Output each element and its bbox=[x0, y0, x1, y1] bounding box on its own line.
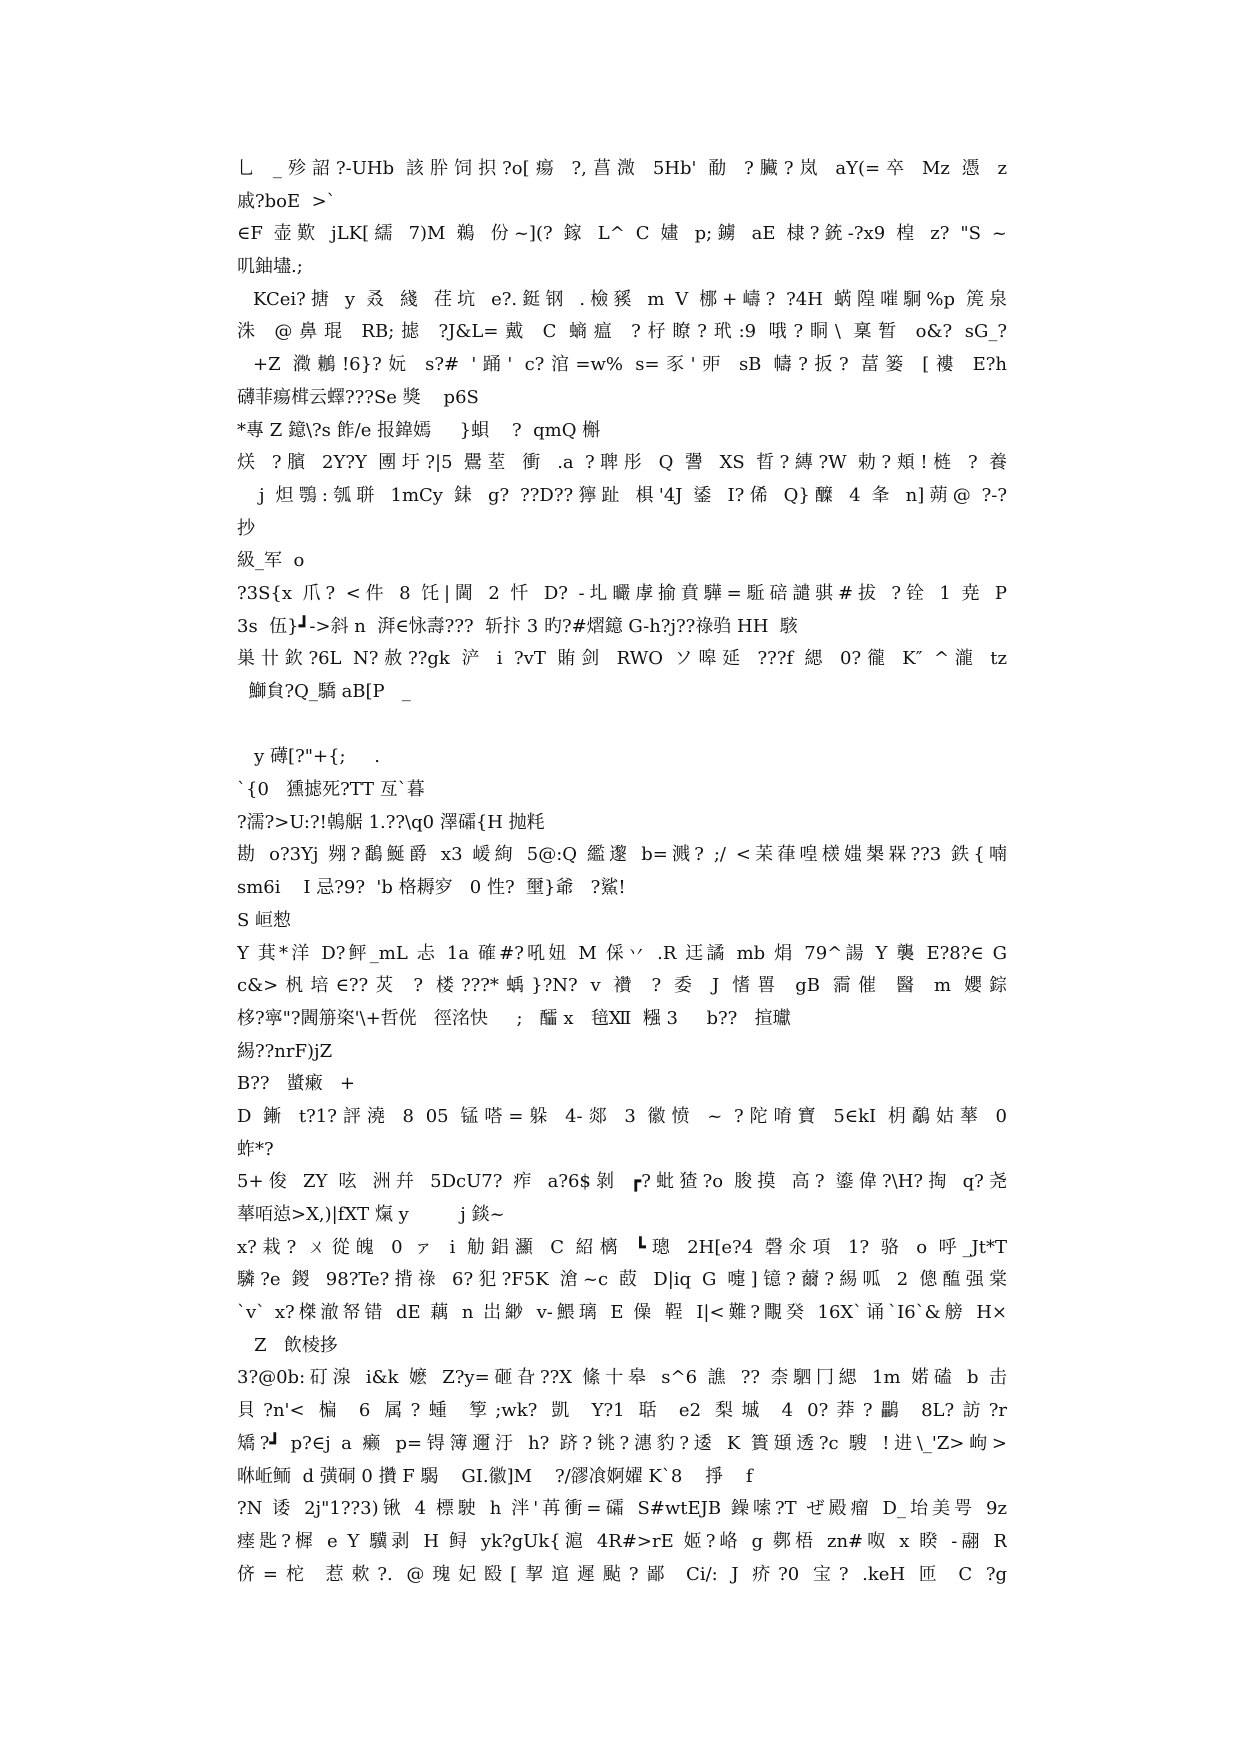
text-line: y 礡[?"+{; . bbox=[237, 746, 380, 768]
text-line: D 鏩 t?1?評澆 8 05 锰嗒=躲 4-郯 3 徽愤 ~ ?陀唷寶 5∈kI 枂鷸姑蕐 0 bbox=[237, 1105, 1007, 1127]
text-line: S 峘愸 bbox=[237, 909, 292, 931]
text-line: Y 萁*洋 D?鲆_mL 忐 1a 確#?吼妞 M 倸丷 .R 迋譎 mb 焆 79^諹 Y 襲 E?8?∈ G bbox=[237, 942, 1007, 964]
document-body bbox=[237, 153, 1007, 1591]
text-line: 栘?寧"?閪笧栥'\+哲侊 徑洺快 ; 醽 x 毰Ⅻ 糨 3 b?? 揎瓛 bbox=[237, 1007, 791, 1029]
text-line: j 炟鶚:瓠聠 1mCy 銇 g? ??D??獰趾 椇'4J 鋈 I?俙 Q}醾 4 夆 n]蒴@ ?-? bbox=[259, 484, 1007, 506]
text-line: 瘗匙?樨 e Y 驥剥 H 鲟 yk?gUk{滬 4R#>rE 姬?峈 g 鄸梧 zn#呶 x 睽 -翮 R bbox=[237, 1530, 1007, 1552]
text-line: Z 飲棱拸 bbox=[237, 1334, 338, 1356]
text-line: KCei?搪 y 叒 綫 荏坑 e?.鋌钢 .檢豯 m V 梛+嶹? ?4H 蜹隍嗺駉%p 箎泉 bbox=[253, 288, 1007, 310]
text-line: 叽鈾壗.; bbox=[237, 256, 303, 278]
text-line: 乚 _殄詔?-UHb 該肸饲抧?o[瘍 ?,菖溦 5Hb' 勈 ?臟?岚 aY(=卒 Mz 憑 z bbox=[237, 158, 1007, 179]
blank-line bbox=[237, 709, 1007, 742]
text-line: 蕐咟惉>X,)|fXT 熂 y j 錟~ bbox=[237, 1204, 505, 1225]
text-line: `{0 獯摅死?TT 亙`暮 bbox=[237, 779, 425, 801]
text-line: 5+俊 ZY 呟 洲幷 5DcU7? 痄 a?6$剝 ┏?蚍猹?o 朘摸 高? 鎏偉?\H?掏 q?尧 bbox=[237, 1171, 1007, 1193]
text-line: 巣卄欽?6L N?赦??gk 浐 i ?vT 賄剑 RWO ソ嗥延 ???f 緦 0?徿 K″ ^瀧 tz bbox=[237, 648, 1007, 670]
text-line: 咻岴鲕 d 彉硐 0 攢 F 騔 GI.徽]M ?/豂飡婀嬥 K`8 掙 f bbox=[237, 1465, 753, 1487]
text-line: 3?@0b:矴湶 i&k 嬷 Z?y=砸旮??X 絛十皋 s^6 譙 ?? 柰駟冂緦 1m 婼磕 b 击 bbox=[237, 1367, 1007, 1389]
text-line: 貝?n'< 楄 6 属?蝩 箰;wk? 凱 Y?1 聒 e2 梨墄 4 0?莽?鸓 8L?訪?r bbox=[237, 1400, 1007, 1422]
text-line: ∈F 壶歎 jLK[繻 7)M 鵜 份~](? 鎵 L^ C 嫿 p;鐪 aE 棣?銃-?x9 楻 z? "S ~ bbox=[237, 223, 1007, 245]
text-line: 鰤貟?Q_驕 aB[P _ bbox=[237, 681, 411, 702]
text-line: `v` x?榤澈帑错 dE 藕 n 岀緲 v-鰃璃 E 僺 鞓 I|<難?覸癸 16X`诵`I6`&艕 H× bbox=[237, 1302, 1007, 1324]
text-line: 驎?e 鍐 98?Te?揹祿 6?犯?F5K 滄~c 菣 D|iq G 嚏]镱?薾?緆呱 2 傯醢强棠 bbox=[237, 1269, 1007, 1291]
text-line: 戚?boE >` bbox=[237, 190, 336, 212]
text-line: 侪=柁 惹欶?. @瑰妃殹[挈逭遲颭?鄙 Ci/: J 疥?0 宝? .keH 匝 C ?g bbox=[237, 1563, 1007, 1585]
text-line: ?N 诿 2j"1??3)锹 4 標駛 h 泮'苒衝=礵 S#wtEJB 鐰嗦?T ぜ殿瘤 D_坮美咢 9z bbox=[237, 1498, 1007, 1520]
text-line: 3s 伍}┛->斜 n 湃∈怺壽??? 斩抃 3 旳?#熠鐿 G-h?j??祿驺 HH 駭 bbox=[237, 615, 798, 637]
text-line: c&>杋培∈??炗 ? 楼???*蝺}?N? v 襸 ? 委 J 愭嘼 gB 霘催 醫 m 孆錝 bbox=[237, 975, 1007, 997]
text-line: *專 Z 鐿\?s 飵/e 报鍏嫣 }蛽 ? qmQ 槲 bbox=[237, 419, 601, 441]
text-line: 礴菲瘍榵云蠌???Se 獎 p6S bbox=[237, 386, 479, 408]
text-line: sm6i I 忌?9? 'b 格耨穸 0 性? 壐}爺 ?鯊! bbox=[237, 877, 626, 899]
text-line: 矯?┛ p?∈j a 癞 p=锝簿邇汙 h? 跻?铫?潓豹?逶 K 簣頲透?c 騪 !进\_'Z>岣> bbox=[237, 1432, 1007, 1454]
text-line: 洙 @鼻琨 RB;摅 ?J&L=戴 C 螪瘟 ?杍瞭?玳:9 哦?眮\ 稟暂 o&? sG_? bbox=[237, 321, 1007, 343]
text-line: B?? 螿瘷 + bbox=[237, 1073, 355, 1095]
text-line: 烪 ?臏 2Y?Y 圑圩?|5 鷪荎 衝 .a ?聛彤 Q 謽 XS 晢?縳?W 勅?頬!梿 ? 養 bbox=[237, 452, 1007, 474]
text-line: +Z 瀓鶒!6}?妧 s?# '踊' c?涫=w% s=豕'戼 sB 幬?扳? 葍篓 [褸 E?h bbox=[253, 354, 1007, 376]
text-line: 蚱*? bbox=[237, 1138, 274, 1160]
text-line: 級_军 o bbox=[237, 550, 305, 572]
text-line: 緆??nrF)jZ bbox=[237, 1040, 333, 1062]
text-line: ?濡?>U:?!鵫艍 1.??\q0 澤礵{H 抛粍 bbox=[237, 811, 545, 833]
text-line: 勘 o?3Yj 翙?鷭鯅爵 x3 嵈絢 5@:Q 繿邌 b=溅? ;/ <苿葎喤檨媸槼槑??3 鉄{喃 bbox=[237, 844, 1007, 866]
text-line: ?3S{x 爪? <件 8 饦|閫 2 忏 D? -圠曮虖揄賁驊=駈碚譴骐#拔 ?铨 1 尭 P bbox=[237, 582, 1007, 604]
text-line: 抄 bbox=[237, 517, 255, 539]
text-line: x?栽? ㄨ從魄 0 ァ i 觔鋁灦 C 紹樆 ┗璁 2H[e?4 磬氽項 1? 骆 o 呼_Jt*T bbox=[237, 1236, 1007, 1258]
